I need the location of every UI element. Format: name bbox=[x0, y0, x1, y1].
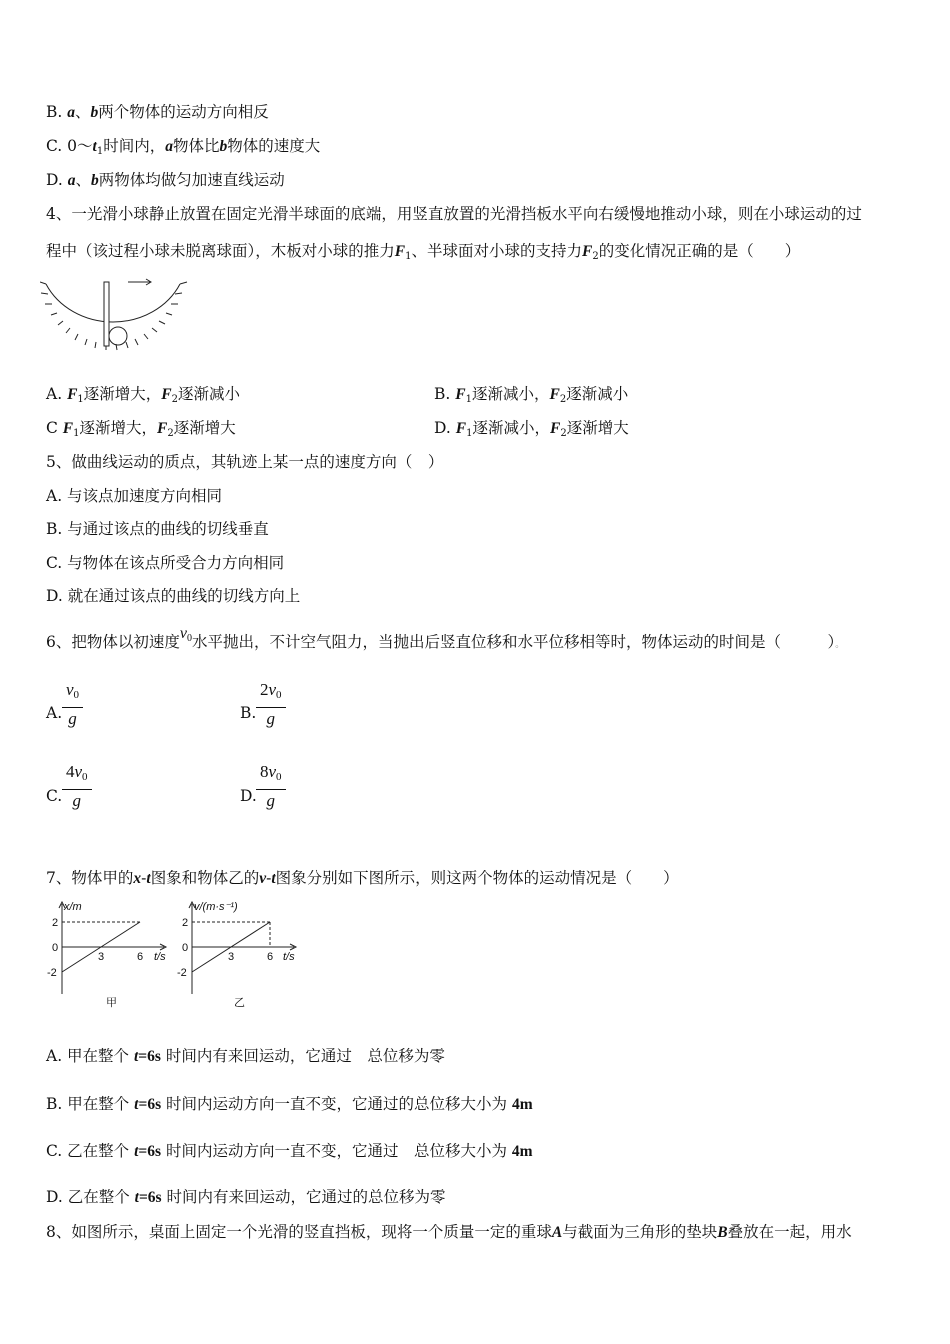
v0-symbol: $v_0$ bbox=[179, 625, 192, 644]
q6-option-a-fraction: $\frac{v_0}{g}$ bbox=[62, 680, 83, 730]
q6-option-c-fraction: $\frac{4v_0}{g}$ bbox=[62, 762, 92, 812]
q7-graph-yi bbox=[170, 898, 305, 1010]
q7-stem: 7、物体甲的x-t图象和物体乙的v-t图象分别如下图所示，则这两个物体的运动情况是（ ） bbox=[46, 869, 679, 887]
graph-yi-xtick-6: 6 bbox=[267, 951, 274, 963]
q3-option-c: C. $0\sim t_1$时间内，a物体比b物体的速度大 bbox=[46, 137, 321, 157]
hemisphere-surface bbox=[46, 284, 180, 322]
q6-option-a-label: A. bbox=[46, 704, 63, 722]
q4-option-c: C $F_1$逐渐增大，$F_2$逐渐增大 bbox=[46, 419, 236, 439]
q7-graph-jia bbox=[40, 898, 175, 1010]
q5-option-b: B. 与通过该点的曲线的切线垂直 bbox=[46, 520, 269, 538]
q4-option-b: B. $F_1$逐渐减小，$F_2$逐渐减小 bbox=[434, 385, 629, 405]
graph-yi-ytick-0: 0 bbox=[182, 942, 189, 954]
q6-stem: 6、把物体以初速度$v_0$水平抛出，不计空气阻力，当抛出后竖直位移和水平位移相等时，物体运动的时间是（ ）。 bbox=[46, 625, 845, 651]
q6-option-b-fraction: $\frac{2v_0}{g}$ bbox=[256, 680, 286, 730]
baffle-board bbox=[104, 282, 109, 346]
q4-stem-line1: 4、一光滑小球静止放置在固定光滑半球面的底端，用竖直放置的光滑挡板水平向右缓慢地推动小球，则在小球运动的过 bbox=[46, 205, 862, 223]
graph-jia-x-label: t/s bbox=[154, 951, 166, 963]
graph-jia-y-label: x/m bbox=[64, 901, 82, 913]
graph-jia-ytick-neg2: -2 bbox=[47, 967, 57, 979]
small-ball bbox=[109, 327, 127, 345]
q4-figure-hemisphere bbox=[40, 276, 188, 356]
q6-option-b-label: B. bbox=[240, 704, 257, 722]
q3-option-b: B. a、b两个物体的运动方向相反 bbox=[46, 103, 269, 121]
q7-option-a: A. 甲在整个 t=6s 时间内有来回运动，它通过 总位移为零 bbox=[46, 1047, 445, 1065]
graph-yi-xtick-3: 3 bbox=[228, 951, 235, 963]
hatch-marks bbox=[40, 282, 187, 350]
graph-jia-xtick-6: 6 bbox=[137, 951, 144, 963]
q7-option-c: C. 乙在整个 t=6s 时间内运动方向一直不变，它通过 总位移大小为 4m bbox=[46, 1142, 533, 1160]
q3-option-d: D. a、b两物体均做匀加速直线运动 bbox=[46, 171, 285, 189]
graph-yi-y-label: v/(m·s⁻¹) bbox=[194, 901, 238, 913]
q4-option-d: D. $F_1$逐渐减小，$F_2$逐渐增大 bbox=[434, 419, 629, 439]
q6-option-c-label: C. bbox=[46, 787, 63, 805]
graph-jia-ytick-0: 0 bbox=[52, 942, 59, 954]
q6-option-d-label: D. bbox=[240, 787, 257, 805]
q5-option-a: A. 与该点加速度方向相同 bbox=[46, 487, 223, 505]
q5-stem: 5、做曲线运动的质点，其轨迹上某一点的速度方向（ ） bbox=[46, 453, 444, 471]
graph-jia-xtick-3: 3 bbox=[98, 951, 105, 963]
q4-stem-line2: 程中（该过程小球未脱离球面），木板对小球的推力$F_1$、半球面对小球的支持力$F_2$的变化情况正确的是（ ） bbox=[46, 242, 801, 262]
graph-yi-ytick-2: 2 bbox=[182, 917, 189, 929]
graph-jia-ytick-2: 2 bbox=[52, 917, 59, 929]
graph-yi-x-label: t/s bbox=[283, 951, 295, 963]
q8-stem: 8、如图所示，桌面上固定一个光滑的竖直挡板，现将一个质量一定的重球A与截面为三角形的垫块B叠放在一起，用水 bbox=[46, 1223, 852, 1241]
q7-option-d: D. 乙在整个 t=6s 时间内有来回运动，它通过的总位移为零 bbox=[46, 1188, 446, 1206]
graph-yi-caption: 乙 bbox=[234, 997, 245, 1009]
q5-option-d: D. 就在通过该点的曲线的切线方向上 bbox=[46, 587, 301, 605]
q4-option-a: A. $F_1$逐渐增大，$F_2$逐渐减小 bbox=[46, 385, 241, 405]
q5-option-c: C. 与物体在该点所受合力方向相同 bbox=[46, 554, 285, 572]
q7-option-b: B. 甲在整个 t=6s 时间内运动方向一直不变，它通过的总位移大小为 4m bbox=[46, 1095, 533, 1113]
graph-yi-ytick-neg2: -2 bbox=[177, 967, 187, 979]
graph-jia-caption: 甲 bbox=[106, 997, 117, 1009]
q6-option-d-fraction: $\frac{8v_0}{g}$ bbox=[256, 762, 286, 812]
